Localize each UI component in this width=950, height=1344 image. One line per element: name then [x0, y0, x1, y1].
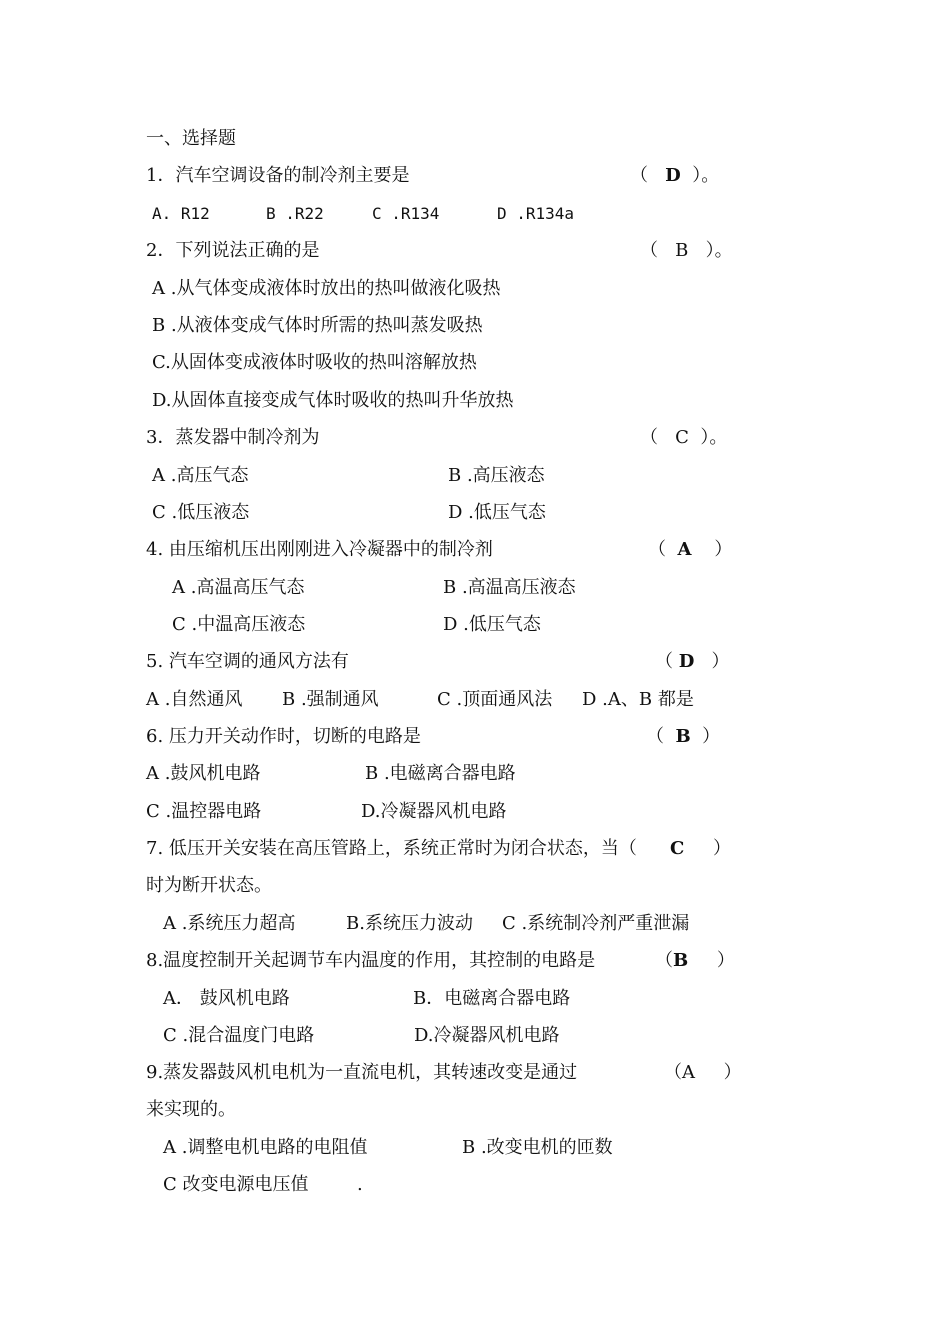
- question-9-trailing-period: .: [357, 1174, 363, 1195]
- question-7-stem-continued: 时为断开状态。: [146, 875, 272, 896]
- question-8-stem: 8.温度控制开关起调节车内温度的作用，其控制的电路是: [146, 950, 596, 971]
- question-4-stem: 4. 由压缩机压出刚刚进入冷凝器中的制冷剂: [146, 539, 493, 560]
- question-4-option-c: C .中温高压液态: [172, 614, 306, 635]
- question-9-stem-continued: 来实现的。: [146, 1099, 236, 1120]
- question-5-answer: （ D ）: [655, 651, 730, 672]
- question-3-answer: （ C ）。: [640, 427, 728, 448]
- question-9-option-c: C 改变电源电压值: [163, 1174, 309, 1195]
- question-1-option-d: D .R134a: [497, 204, 575, 223]
- question-5-option-b: B .强制通风: [282, 689, 379, 710]
- question-9-stem: 9.蒸发器鼓风机电机为一直流电机，其转速改变是通过: [146, 1062, 578, 1083]
- question-6-option-c: C .温控器电路: [146, 801, 262, 822]
- question-8-option-c: C .混合温度门电路: [163, 1025, 315, 1046]
- question-2-option-d: D.从固体直接变成气体时吸收的热叫升华放热: [152, 390, 514, 411]
- question-2-option-c: C.从固体变成液体时吸收的热叫溶解放热: [152, 352, 477, 373]
- question-2-stem: 2．下列说法正确的是: [146, 240, 320, 261]
- question-3-stem: 3．蒸发器中制冷剂为: [146, 427, 320, 448]
- question-6-option-a: A .鼓风机电路: [146, 763, 261, 784]
- question-1-stem: 1．汽车空调设备的制冷剂主要是: [146, 165, 410, 186]
- question-7-stem: 7. 低压开关安装在高压管路上，系统正常时为闭合状态，当（: [146, 838, 637, 859]
- question-8-answer: （B ）: [655, 950, 735, 971]
- section-title: 一、选择题: [146, 128, 236, 149]
- question-1-option-a: A. R12: [152, 204, 210, 223]
- question-3-option-c: C .低压液态: [152, 502, 250, 523]
- question-8-option-d: D.冷凝器风机电路: [414, 1025, 560, 1046]
- question-7-answer: C ）: [670, 838, 731, 859]
- question-3-option-b: B .高压液态: [448, 465, 545, 486]
- question-2-option-a: A .从气体变成液体时放出的热叫做液化吸热: [152, 278, 501, 299]
- question-3-option-d: D .低压气态: [448, 502, 546, 523]
- question-4-answer: （ A ）: [648, 539, 733, 560]
- question-5-stem: 5. 汽车空调的通风方法有: [146, 651, 349, 672]
- question-3-option-a: A .高压气态: [152, 465, 249, 486]
- question-6-answer: （ B ）: [646, 726, 721, 747]
- question-1-option-c: C .R134: [372, 204, 440, 223]
- question-8-option-b: B．电磁离合器电路: [413, 988, 571, 1009]
- question-5-option-c: C .顶面通风法: [437, 689, 553, 710]
- question-1-answer: （ D ）。: [630, 165, 720, 186]
- question-5-option-d: D .A、B 都是: [582, 689, 694, 710]
- question-6-option-d: D.冷凝器风机电路: [361, 801, 507, 822]
- question-2-answer: （ B ）。: [640, 240, 733, 261]
- question-6-stem: 6. 压力开关动作时，切断的电路是: [146, 726, 421, 747]
- question-4-option-d: D .低压气态: [443, 614, 541, 635]
- question-1-option-b: B .R22: [266, 204, 324, 223]
- question-8-option-a: A． 鼓风机电路: [163, 988, 290, 1009]
- question-9-option-b: B .改变电机的匝数: [462, 1137, 613, 1158]
- question-5-option-a: A .自然通风: [146, 689, 243, 710]
- question-7-option-b: B.系统压力波动: [346, 913, 473, 934]
- question-9-answer: （A ）: [664, 1062, 742, 1083]
- question-4-option-b: B .高温高压液态: [443, 577, 576, 598]
- question-6-option-b: B .电磁离合器电路: [365, 763, 516, 784]
- question-7-option-c: C .系统制冷剂严重泄漏: [502, 913, 690, 934]
- question-7-option-a: A .系统压力超高: [163, 913, 296, 934]
- question-2-option-b: B .从液体变成气体时所需的热叫蒸发吸热: [152, 315, 483, 336]
- question-4-option-a: A .高温高压气态: [172, 577, 305, 598]
- question-9-option-a: A .调整电机电路的电阻值: [163, 1137, 368, 1158]
